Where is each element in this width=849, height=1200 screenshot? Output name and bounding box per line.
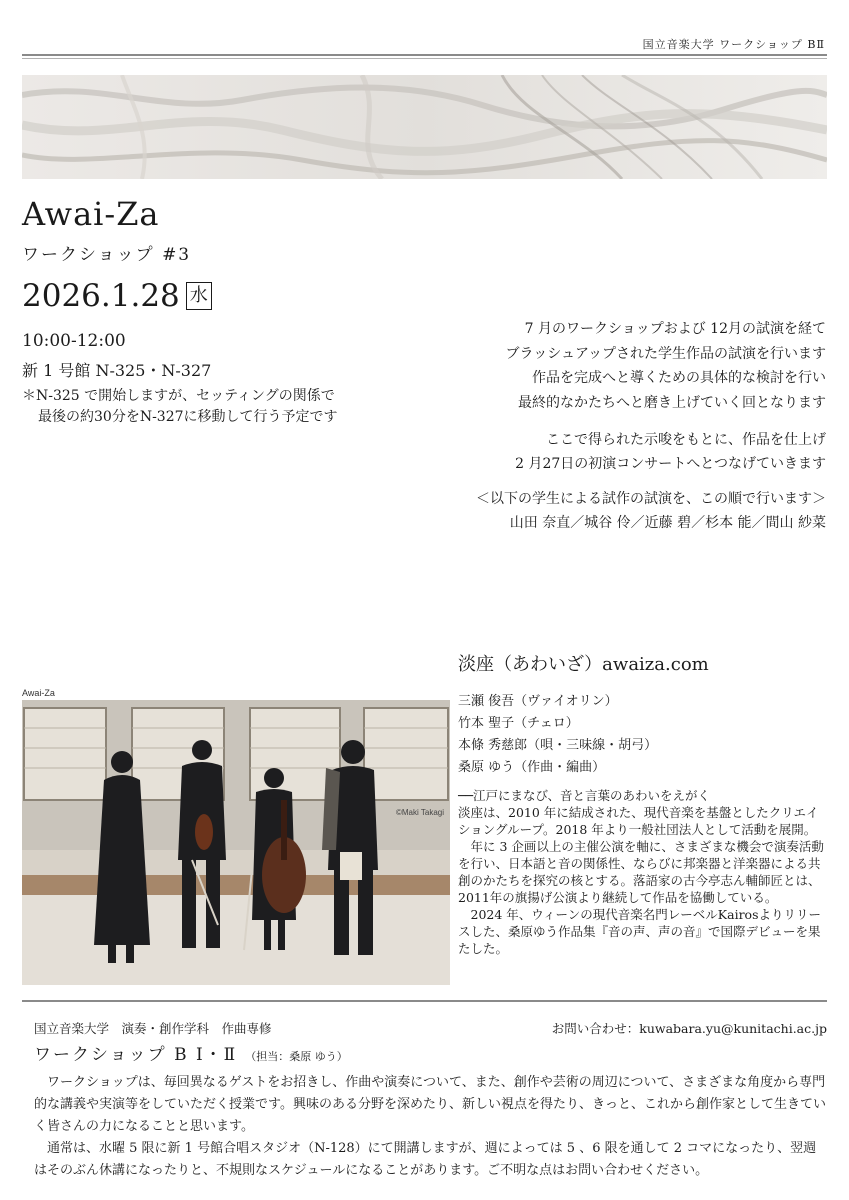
bio-paragraph: 年に 3 企画以上の主催公演を軸に、さまざまな機会で演奏活動を行い、日本語と音の関係性、ならびに邦楽器と洋楽器による共創のかたちを探究の核とする。落語家の古今亭志ん輔師匠とは、2011年の旗揚げ公演より継続して作品を協働している。 (458, 839, 824, 905)
student-list: 山田 奈直／城谷 伶／近藤 碧／杉本 能／間山 紗菜 (509, 515, 826, 531)
member-item: 三瀬 俊吾（ヴァイオリン） (458, 694, 618, 709)
marbled-banner-image (22, 75, 827, 179)
course-description (34, 1072, 829, 1182)
event-subtitle: ワークショップ #3 (22, 245, 192, 265)
intro-line: 2 月27日の初演コンサートへとつなげていきます (515, 456, 826, 472)
intro-line: 最終的なかたちへと磨き上げていく回となります (518, 395, 826, 411)
member-item: 本條 秀慈郎（唄・三味線・胡弓） (458, 738, 658, 753)
photo-caption: Awai-Za (22, 688, 55, 698)
event-time: 10:00-12:00 (22, 331, 126, 351)
intro-line: ブラッシュアップされた学生作品の試演を行います (505, 346, 826, 362)
top-rule (22, 54, 827, 56)
event-title: Awai-Za (22, 195, 160, 233)
intro-line: 7 月のワークショップおよび 12月の試演を経て (524, 321, 826, 337)
header-org-program: 国立音楽大学 ワークショップ BⅡ (642, 38, 825, 51)
ensemble-photo (22, 700, 450, 985)
bio-paragraph: 2024 年、ウィーンの現代音楽名門レーベルKairosよりリリースした、桑原ゆう作品集『音の声、声の音』で国際デビューを果たした。 (458, 907, 821, 956)
contact-email: お問い合わせ：kuwabara.yu@kunitachi.ac.jp (551, 1021, 827, 1036)
member-item: 桑原 ゆう（作曲・編曲） (458, 760, 606, 775)
bio-tagline: ──江戸にまなび、音と言葉のあわいをえがく (458, 788, 711, 803)
event-note-line1: ＊N-325 で開始しますが、セッティングの関係で (22, 388, 335, 404)
ensemble-bio (458, 787, 830, 957)
bottom-rule (22, 1000, 827, 1002)
course-title (34, 1040, 348, 1065)
event-place: 新 1 号館 N-325・N-327 (22, 361, 212, 380)
program-order-heading: ＜以下の学生による試作の試演を、この順で行います＞ (476, 491, 826, 507)
event-weekday-box: 水 (186, 282, 212, 310)
description-paragraph: ワークショップは、毎回異なるゲストをお招きし、作曲や演奏について、また、創作や芸術の周辺について、さまざまな角度から専門的な講義や実演等をしていただく授業です。興味のある分野を深めたり、新しい視点を得たり、きっと、これから創作家として生きていく皆さんの力になることと思います。 (34, 1075, 826, 1134)
event-note-line2: 最後の約30分をN-327に移動して行う予定です (38, 409, 338, 425)
course-teacher: （担当：桑原 ゆう） (245, 1050, 348, 1063)
top-rule-thin (22, 58, 827, 59)
ensemble-name: 淡座（あわいざ）awaiza.com (458, 654, 709, 675)
description-paragraph: 通常は、水曜 5 限に新 1 号館合唱スタジオ（N-128）にて開講しますが、週によっては 5 、6 限を通して 2 コマになったり、翌週はそのぶん休講になったりと、不規則なスケジュールになることがあります。ご不明な点はお問い合わせください。 (34, 1141, 817, 1178)
intro-line: 作品を完成へと導くための具体的な検討を行い (532, 370, 826, 386)
event-date (22, 278, 212, 314)
bio-paragraph: 淡座は、2010 年に結成された、現代音楽を基盤としたクリエイショングループ。2018 年より一般社団法人として活動を展開。 (458, 805, 819, 837)
member-item: 竹本 聖子（チェロ） (458, 716, 579, 731)
intro-line: ここで得られた示唆をもとに、作品を仕上げ (546, 432, 826, 448)
course-name: ワークショップ B Ⅰ・Ⅱ (34, 1045, 238, 1065)
event-date-value: 2026.1.28 (22, 278, 180, 314)
department: 国立音楽大学 演奏・創作学科 作曲専修 (34, 1021, 272, 1036)
photo-credit: ©Maki Takagi (396, 808, 444, 817)
